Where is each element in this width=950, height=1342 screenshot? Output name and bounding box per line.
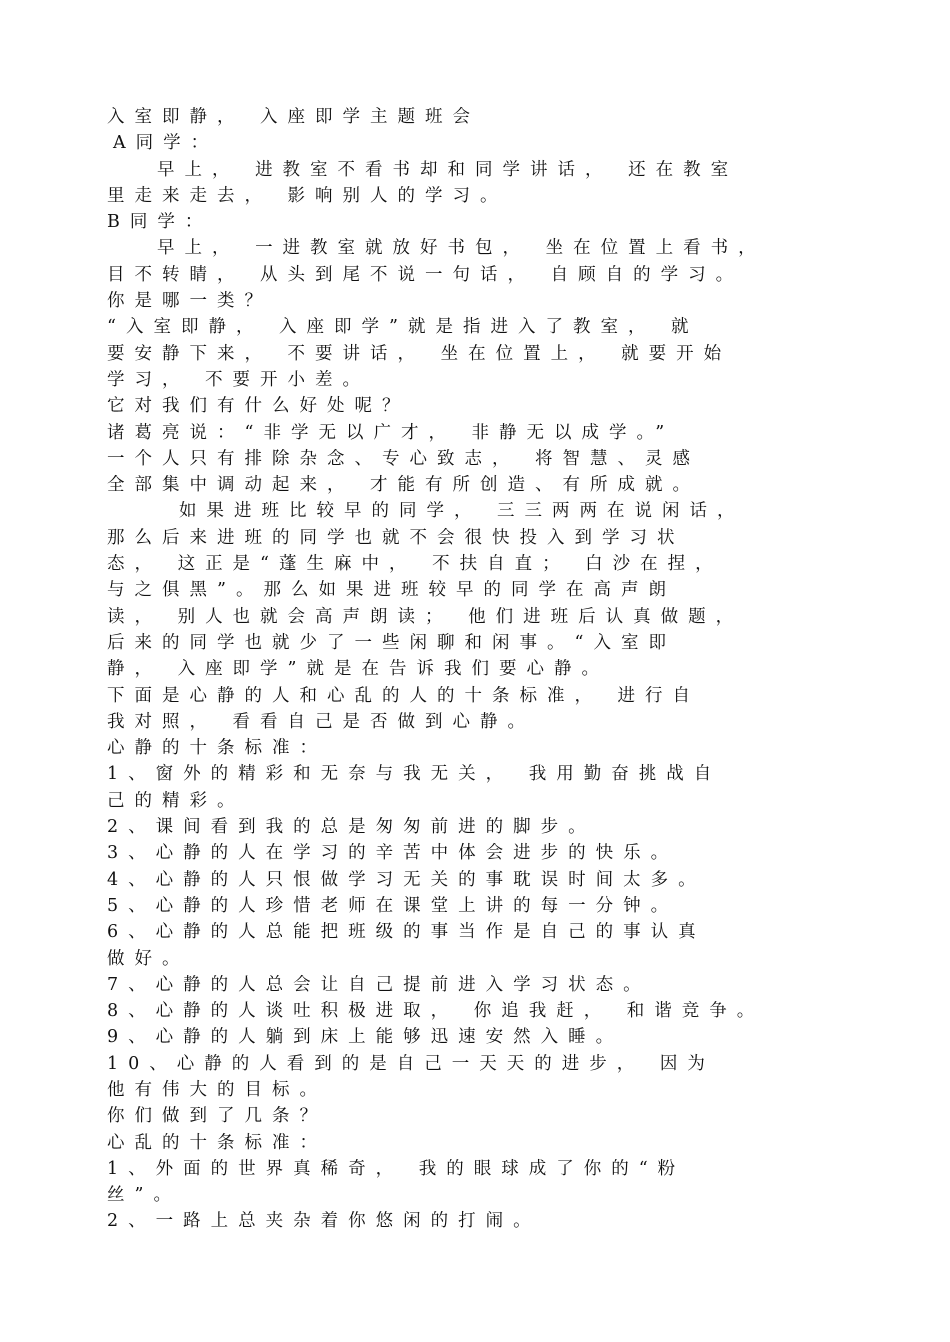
text-line: 后来的同学也就少了一些闲聊和闲事。“入室即: [107, 632, 676, 653]
text-line: 一个人只有排除杂念、专心致志， 将智慧、灵感: [107, 448, 701, 469]
text-line: 那么后来进班的同学也就不会很快投入到学习状: [107, 527, 685, 548]
text-line: 2、课间看到我的总是匆匆前进的脚步。: [107, 817, 596, 838]
text-line: 丝”。: [107, 1185, 181, 1206]
text-line: 2、一路上总夹杂着你悠闲的打闹。: [107, 1211, 541, 1232]
text-line: 早上， 一进教室就放好书包， 坐在位置上看书，: [157, 238, 766, 259]
text-line: 6、心静的人总能把班级的事当作是自己的事认真: [107, 922, 706, 943]
text-line: 我对照， 看看自己是否做到心静。: [107, 711, 536, 732]
text-line: 9、心静的人躺到床上能够迅速安然入睡。: [107, 1027, 624, 1048]
text-line: 早上， 进教室不看书却和同学讲话， 还在教室: [157, 159, 739, 180]
text-line: 他有伟大的目标。: [107, 1079, 327, 1100]
text-line: 心静的十条标准：: [107, 738, 327, 759]
text-line: 目不转睛， 从头到尾不说一句话， 自顾自的学习。: [107, 264, 744, 285]
text-line: 里走来走去， 影响别人的学习。: [107, 185, 508, 206]
text-line: 要安静下来， 不要讲话， 坐在位置上， 就要开始: [107, 343, 732, 364]
text-line: 它对我们有什么好处呢？: [107, 396, 410, 417]
text-line: 下面是心静的人和心乱的人的十条标准， 进行自: [107, 685, 701, 706]
document-title: 入室即静， 入座即学主题班会: [107, 107, 481, 127]
text-line: 8、心静的人谈吐积极进取， 你追我赶， 和谐竞争。: [107, 1001, 765, 1022]
text-line: 诸葛亮说：“非学无以广才， 非静无以成学。”: [107, 422, 675, 443]
text-line: 如果进班比较早的同学， 三三两两在说闲话，: [179, 501, 745, 522]
text-line: 做好。: [107, 948, 190, 969]
document-body: [107, 104, 857, 1235]
text-line: 5、心静的人珍惜老师在课堂上讲的每一分钟。: [107, 895, 679, 916]
text-line: 学习， 不要开小差。: [107, 369, 371, 390]
text-line: 读， 别人也就会高声朗读； 他们进班后认真做题，: [107, 606, 744, 627]
text-line: 你是哪一类？: [107, 291, 272, 312]
text-line: 1、外面的世界真稀奇， 我的眼球成了你的“粉: [107, 1158, 686, 1179]
text-line: “入室即静， 入座即学”就是指进入了教室， 就: [107, 317, 699, 338]
text-line: 1、窗外的精彩和无奈与我无关， 我用勤奋挑战自: [107, 764, 722, 785]
text-line: 己的精彩。: [107, 790, 245, 811]
text-line: 全部集中调动起来， 才能有所创造、有所成就。: [107, 475, 701, 496]
text-line: 4、心静的人只恨做学习无关的事耽误时间太多。: [107, 869, 706, 890]
text-line: 你们做到了几条？: [107, 1106, 327, 1127]
text-line: 7、心静的人总会让自己提前进入学习状态。: [107, 974, 651, 995]
text-line: A同学：: [113, 133, 219, 154]
text-line: 心乱的十条标准：: [107, 1132, 327, 1153]
text-line: 态， 这正是“蓬生麻中， 不扶自直； 白沙在捏，: [107, 554, 723, 575]
text-line: 静， 入座即学”就是在告诉我们要心静。: [107, 659, 610, 680]
text-line: B同学：: [107, 212, 213, 233]
text-line: 3、心静的人在学习的辛苦中体会进步的快乐。: [107, 843, 679, 864]
text-line: 与之俱黑”。那么如果进班较早的同学在高声朗: [107, 580, 676, 601]
text-line: 10、心静的人看到的是自己一天天的进步， 因为: [107, 1053, 715, 1074]
